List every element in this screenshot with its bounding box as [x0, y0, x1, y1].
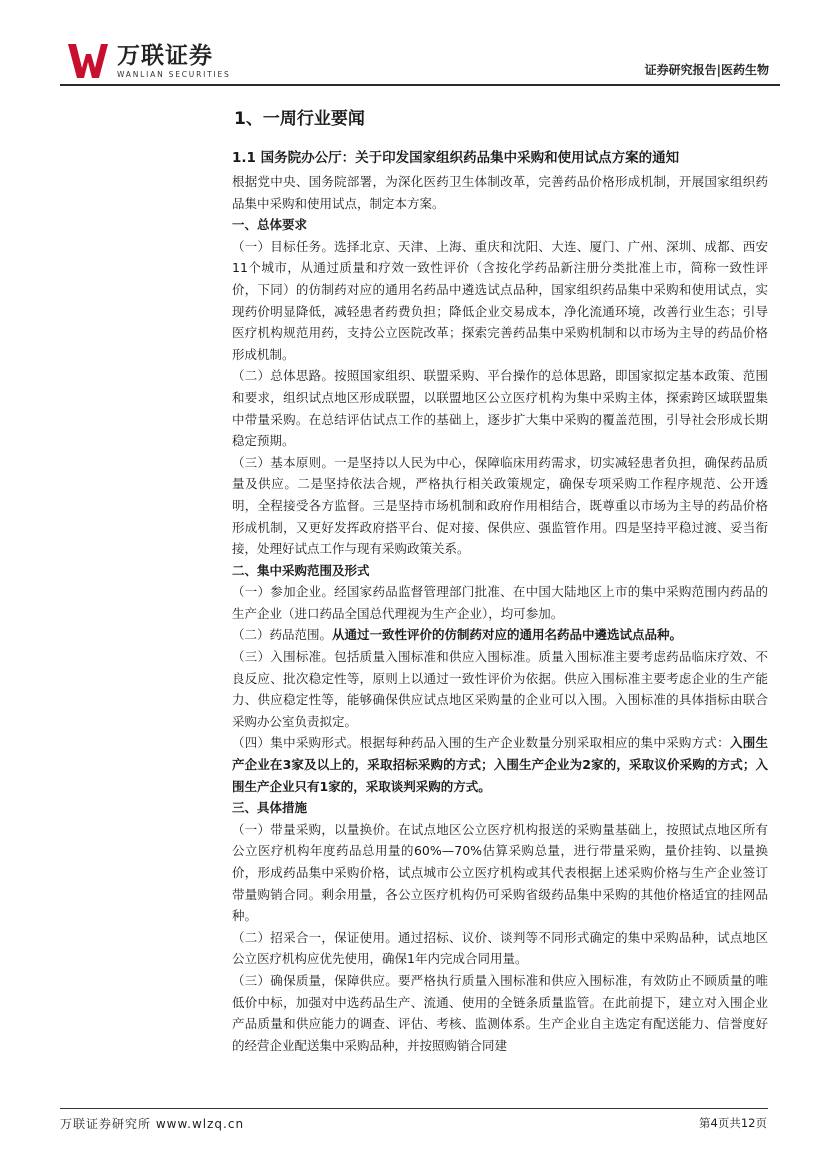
- part2-heading: 二、集中采购范围及形式: [232, 562, 370, 578]
- footer-divider: [60, 1108, 768, 1109]
- logo-en-text: WANLIAN SECURITIES: [117, 70, 231, 79]
- section-title: 1、一周行业要闻: [234, 109, 365, 129]
- part2-paragraph-2: [232, 624, 768, 646]
- report-label: 证券研究报告|医药生物: [644, 63, 769, 77]
- part1-paragraph-1: （一）目标任务。选择北京、天津、上海、重庆和沈阳、大连、厦门、广州、深圳、成都、西安11个城市，从通过质量和疗效一致性评价（含按化学药品新注册分类批准上市，简称一致性评价，下同）的仿制药对应的通用名药品中遴选试点品种，国家组织药品集中采购和使用试点，实现药价明显降低，减轻患者药费负担；降低企业交易成本，净化流通环境，改善行业生态；引导医疗机构规范用药，支持公立医院改革；探索完善药品集中采购机制和以市场为主导的药品价格形成机制。: [232, 238, 768, 362]
- part2-paragraph-4-bold: 入围生产企业在3家及以上的，采取招标采购的方式；入围生产企业为2家的，采取议价采购的方式；入围生产企业只有1家的，采取谈判采购的方式。: [232, 735, 768, 794]
- wanlian-logo-icon: [68, 44, 108, 78]
- part2-paragraph-2-bold: 从通过一致性评价的仿制药对应的通用名药品中遴选试点品种。: [332, 627, 683, 643]
- page-number: 第4页共12页: [699, 1116, 767, 1130]
- intro-paragraph: 根据党中央、国务院部署，为深化医药卫生体制改革，完善药品价格形成机制，开展国家组织药品集中采购和使用试点，制定本方案。: [232, 174, 768, 211]
- part2-paragraph-1: （一）参加企业。经国家药品监督管理部门批准、在中国大陆地区上市的集中采购范围内药品的生产企业（进口药品全国总代理视为生产企业），均可参加。: [232, 584, 768, 621]
- part3-paragraph-2: （二）招采合一，保证使用。通过招标、议价、谈判等不同形式确定的集中采购品种，试点地区公立医疗机构应优先使用，确保1年内完成合同用量。: [232, 929, 768, 967]
- part3-heading: 三、具体措施: [232, 800, 308, 816]
- header-divider: [60, 84, 780, 86]
- part3-paragraph-3: （三）确保质量，保障供应。要严格执行质量入围标准和供应入围标准，有效防止不顾质量的唯低价中标，加强对中选药品生产、流通、使用的全链条质量监管。在此前提下，建立对入围企业产品质量和供应能力的调查、评估、考核、监测体系。生产企业自主选定有配送能力、信誉度好的经营企业配送集中采购品种，并按照购销合同建: [232, 972, 768, 1053]
- subsection-title: 1.1 国务院办公厅：关于印发国家组织药品集中采购和使用试点方案的通知: [232, 150, 680, 166]
- part1-paragraph-3: （三）基本原则。一是坚持以人民为中心，保障临床用药需求，切实减轻患者负担，确保药品质量及供应。二是坚持依法合规，严格执行相关政策规定，确保专项采购工作程序规范、公开透明，全程接受各方监督。三是坚持市场机制和政府作用相结合，既尊重以市场为主导的药品价格形成机制，又更好发挥政府搭平台、促对接、保供应、强监管作用。四是坚持平稳过渡、妥当衔接，处理好试点工作与现有采购政策关系。: [232, 454, 768, 557]
- part2-paragraph-4: [232, 732, 768, 797]
- part1-heading: 一、总体要求: [232, 217, 308, 233]
- page-header: [0, 0, 827, 90]
- part3-paragraph-1: （一）带量采购，以量换价。在试点地区公立医疗机构报送的采购量基础上，按照试点地区所有公立医疗机构年度药品总用量的60%—70%估算采购总量，进行带量采购，量价挂钩、以量换价，形成药品集中采购价格，试点城市公立医疗机构或其代表根据上述采购价格与生产企业签订带量购销合同。剩余用量，各公立医疗机构仍可采购省级药品集中采购的其他价格适宜的挂网品种。: [232, 821, 768, 924]
- part2-paragraph-4-lead: （四）集中采购形式。根据每种药品入围的生产企业数量分别采取相应的集中采购方式：: [232, 735, 730, 751]
- footer-source: 万联证券研究所 www.wlzq.cn: [60, 1117, 245, 1131]
- part2-paragraph-3: （三）入围标准。包括质量入围标准和供应入围标准。质量入围标准主要考虑药品临床疗效、不良反应、批次稳定性等，原则上以通过一致性评价为依据。供应入围标准主要考虑企业的生产能力、供应稳定性等，能够确保供应试点地区采购量的企业可以入围。入围标准的具体指标由联合采购办公室负责拟定。: [232, 649, 768, 729]
- main-content: [232, 107, 768, 1056]
- part1-paragraph-2: （二）总体思路。按照国家组织、联盟采购、平台操作的总体思路，即国家拟定基本政策、范围和要求，组织试点地区形成联盟，以联盟地区公立医疗机构为集中采购主体，探索跨区域联盟集中带量采购。在总结评估试点工作的基础上，逐步扩大集中采购的覆盖范围，引导社会形成长期稳定预期。: [232, 368, 768, 449]
- part2-paragraph-2-lead: （二）药品范围。: [232, 627, 333, 643]
- logo-cn-text: 万联证券: [117, 43, 213, 69]
